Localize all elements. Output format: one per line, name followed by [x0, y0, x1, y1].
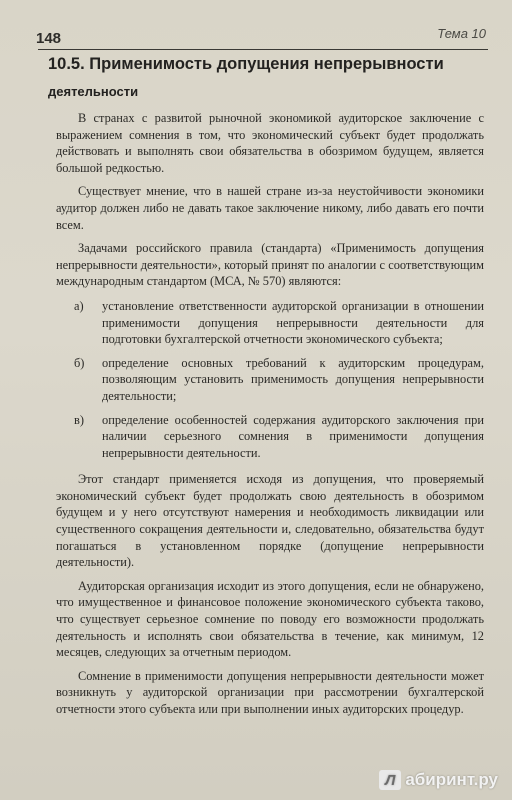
watermark-text: абиринт.ру	[405, 770, 498, 789]
header-rule	[38, 49, 488, 50]
body-text	[56, 110, 484, 725]
paragraph: Аудиторская организация исходит из этого допущения, если не обнаружено, что имущественное и финансовое положение экономического субъекта таково, что существует серьезное сомнение по поводу его возможности продолжать деятельность и исполнять свои обязательства в течение, как минимум, 12 месяцев, следующих за отчетным периодом.	[56, 578, 484, 660]
list-marker: а)	[74, 298, 84, 313]
list-marker: б)	[74, 355, 85, 370]
labirint-logo-icon: Л	[379, 770, 401, 790]
list-item	[56, 298, 484, 348]
section-title-line-1: 10.5. Применимость допущения непрерывности	[48, 55, 444, 73]
list-item-text: определение основных требований к аудиторским процедурам, позволяющим установить применимость допущения непрерывности деятельности;	[102, 355, 484, 403]
watermark-logo	[379, 770, 498, 790]
list-marker: в)	[74, 412, 84, 427]
paragraph: Сомнение в применимости допущения непрерывности деятельности может возникнуть у аудиторской организации при рассмотрении бухгалтерской отчетности этого субъекта или при выполнении иных аудиторских процедур.	[56, 668, 484, 716]
tasks-list	[56, 298, 484, 461]
section-title-line-2: деятельности	[48, 84, 139, 99]
list-item-text: определение особенностей содержания аудиторского заключения при наличии серьезного сомнения в применимости допущения непрерывности деятельности.	[102, 412, 484, 460]
list-item-text: установление ответственности аудиторской организации в отношении применимости допущения непрерывности деятельности для подготовки бухгалтерской отчетности экономического субъекта;	[102, 298, 484, 347]
section-title	[48, 52, 468, 104]
running-head	[34, 26, 496, 50]
paragraph: Этот стандарт применяется исходя из допущения, что проверяемый экономический субъект будет продолжать свою деятельность в обозримом будущем и у него отсутствуют намерения и необходимость ликвидации или существенного сокращения деятельности и, следовательно, обязательства будут погашаться в установленном порядке (допущение непрерывности деятельности).	[56, 472, 484, 570]
running-head-topic: Тема 10	[437, 26, 486, 41]
page-number: 148	[36, 30, 62, 47]
paragraph: Задачами российского правила (стандарта) «Применимость допущения непрерывности деятельности», который принят по аналогии с соответствующим международным стандартом (МСА, № 570) являются:	[56, 241, 484, 289]
list-item	[56, 355, 484, 405]
paragraph: Существует мнение, что в нашей стране из-за неустойчивости экономики аудитор должен либо не давать такое заключение никому, либо давать его почти всем.	[56, 184, 484, 232]
list-item	[56, 412, 484, 462]
paragraph: В странах с развитой рыночной экономикой аудиторское заключение с выражением сомнения в том, что экономический субъект будет продолжать действовать и выполнять свои обязательства в обозримом будущем, является большой редкостью.	[56, 111, 484, 175]
